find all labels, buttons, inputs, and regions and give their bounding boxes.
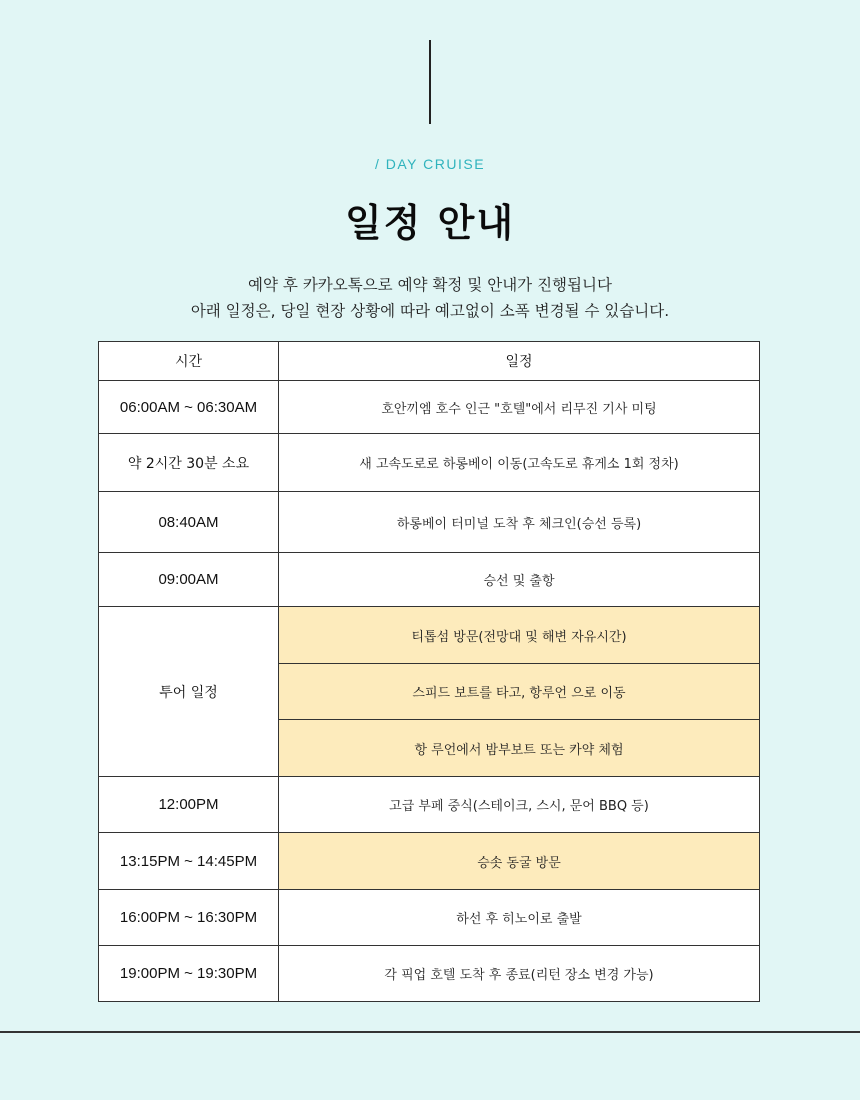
- table-row: [99, 777, 760, 833]
- table-header-row: [99, 342, 760, 381]
- activity-cell: 하선 후 히노이로 출발: [279, 890, 760, 946]
- activity-cell: 하롱베이 터미널 도착 후 체크인(승선 등록): [279, 492, 760, 553]
- activity-cell: 새 고속도로로 하롱베이 이동(고속도로 휴게소 1회 정차): [279, 434, 760, 492]
- table-row: [99, 890, 760, 946]
- table-row: [99, 553, 760, 607]
- table-row: [99, 434, 760, 492]
- time-cell: 12:00PM: [99, 777, 279, 833]
- table-row: [99, 833, 760, 890]
- time-cell: 08:40AM: [99, 492, 279, 553]
- time-cell: 13:15PM ~ 14:45PM: [99, 833, 279, 890]
- schedule-table: [98, 341, 760, 1002]
- activity-cell: 승선 및 출항: [279, 553, 760, 607]
- activity-cell: 호안끼엠 호수 인근 "호텔"에서 리무진 기사 미팅: [279, 381, 760, 434]
- time-cell-tour: 투어 일정: [99, 607, 279, 777]
- time-cell: 06:00AM ~ 06:30AM: [99, 381, 279, 434]
- time-cell: 약 2시간 30분 소요: [99, 434, 279, 492]
- table-row: [99, 492, 760, 553]
- page-subtitle: [0, 272, 860, 324]
- activity-cell: 각 픽업 호텔 도착 후 종료(리턴 장소 변경 가능): [279, 946, 760, 1002]
- subtitle-line-2: 아래 일정은, 당일 현장 상황에 따라 예고없이 소폭 변경될 수 있습니다.: [190, 302, 670, 320]
- time-cell: 09:00AM: [99, 553, 279, 607]
- page-title: 일정 안내: [344, 201, 516, 245]
- time-cell: 19:00PM ~ 19:30PM: [99, 946, 279, 1002]
- activity-cell-highlight: 승솟 동굴 방문: [279, 833, 760, 890]
- activity-cell-highlight: 스피드 보트를 타고, 항루언 으로 이동: [279, 664, 760, 720]
- table-row: [99, 381, 760, 434]
- top-divider-line: [429, 40, 431, 124]
- table-row: [99, 946, 760, 1002]
- activity-cell: 고급 부페 중식(스테이크, 스시, 문어 BBQ 등): [279, 777, 760, 833]
- header-time: 시간: [99, 342, 279, 381]
- activity-cell-highlight: 티톱섬 방문(전망대 및 해변 자유시간): [279, 607, 760, 664]
- bottom-divider-line: [0, 1031, 860, 1033]
- activity-cell-highlight: 항 루언에서 밤부보트 또는 카약 체험: [279, 720, 760, 777]
- subtitle-line-1: 예약 후 카카오톡으로 예약 확정 및 안내가 진행됩니다: [248, 276, 612, 294]
- section-eyebrow: / DAY CRUISE: [374, 156, 486, 172]
- table-row: [99, 607, 760, 664]
- header-schedule: 일정: [279, 342, 760, 381]
- time-cell: 16:00PM ~ 16:30PM: [99, 890, 279, 946]
